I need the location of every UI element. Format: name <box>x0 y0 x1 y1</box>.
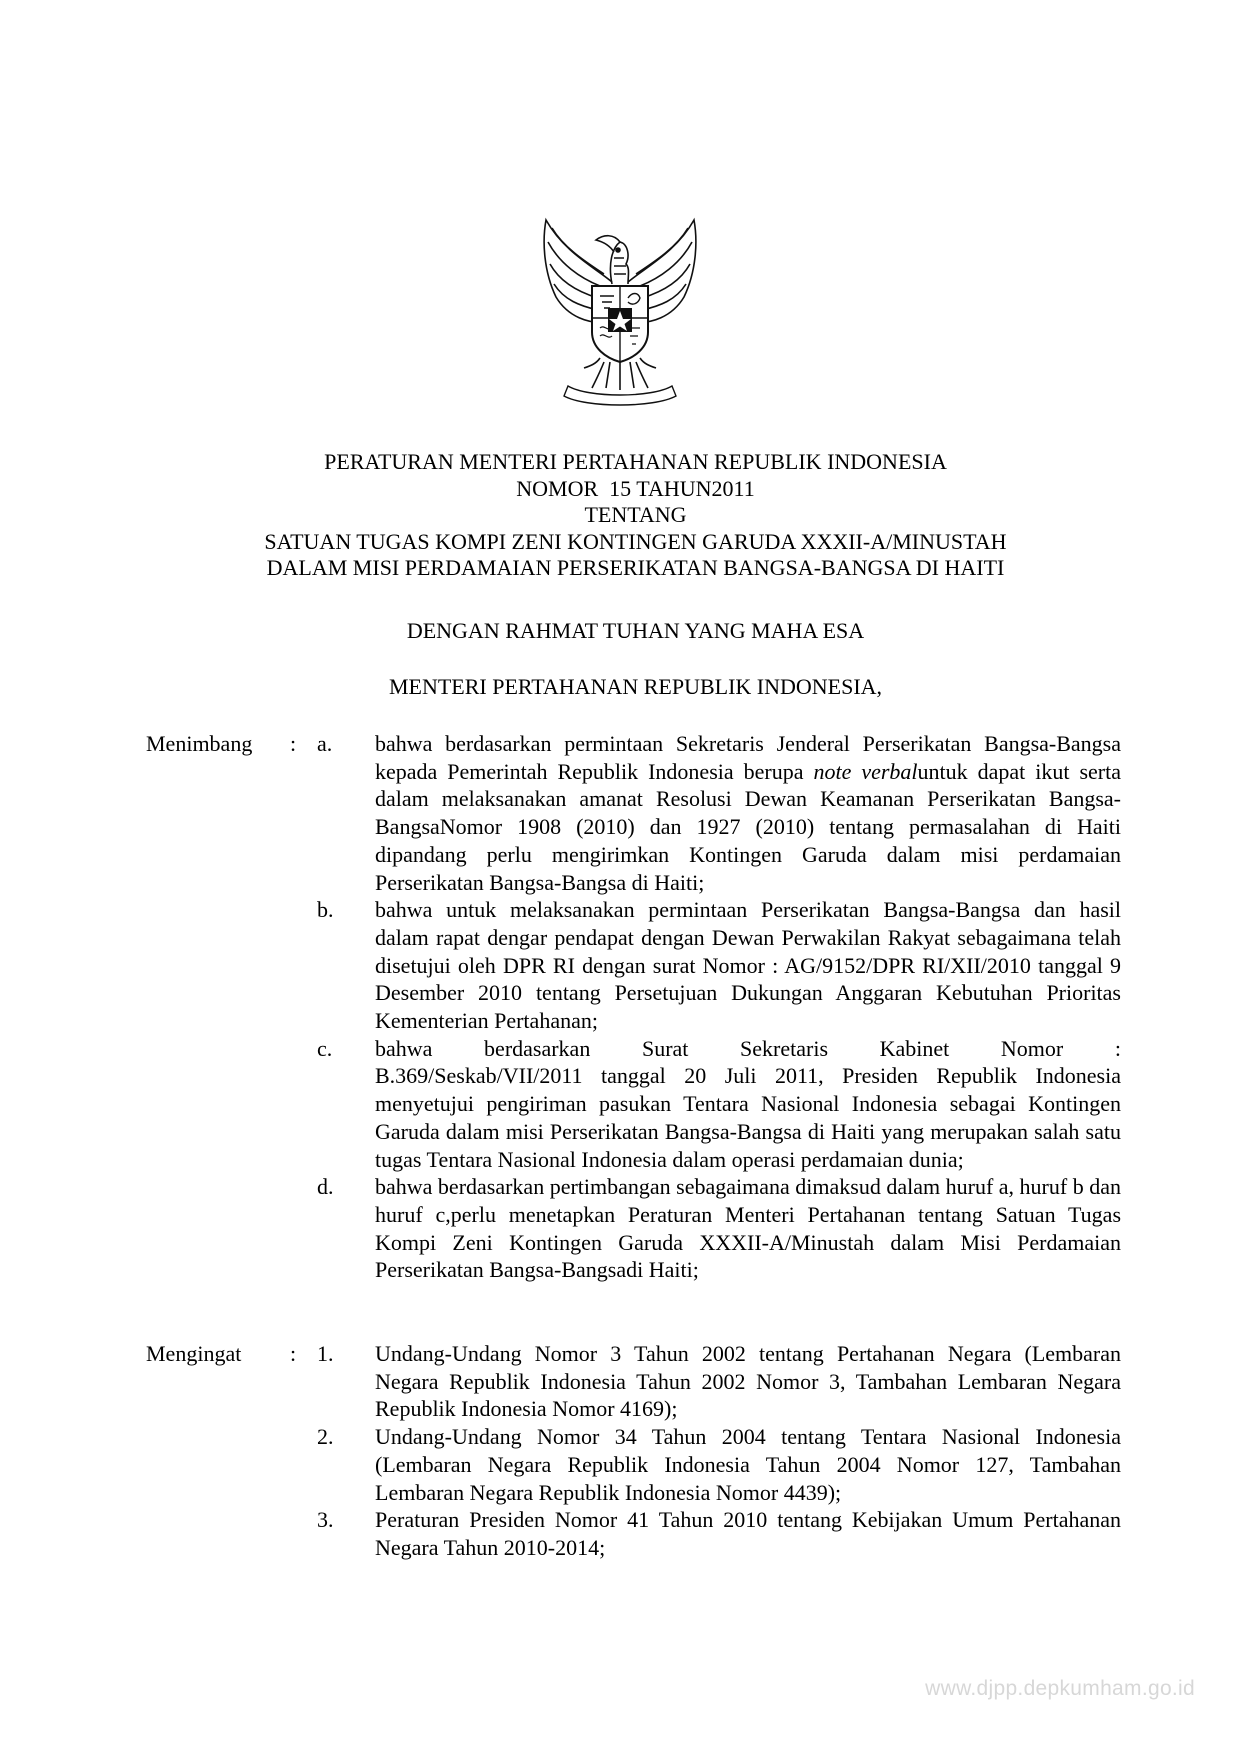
item-text: Undang-Undang Nomor 3 Tahun 2002 tentang Pertahanan Negara (Lembaran Negara Republik Indonesia Tahun 2002 Nomor 3, Tambahan Lembaran Negara Republik Indonesia Nomor 4169); <box>375 1341 1121 1422</box>
invocation: DENGAN RAHMAT TUHAN YANG MAHA ESA <box>406 618 865 643</box>
item-marker: a. <box>317 731 333 756</box>
item-marker: 2. <box>317 1424 334 1450</box>
item-text: Undang-Undang Nomor 34 Tahun 2004 tentang Tentara Nasional Indonesia (Lembaran Negara Republik Indonesia Tahun 2004 Nomor 127, Tambahan Lembaran Negara Republik Indonesia Nomor 4439); <box>375 1424 1121 1505</box>
menimbang-label: Menimbang <box>146 731 253 756</box>
title-line-4: SATUAN TUGAS KOMPI ZENI KONTINGEN GARUDA XXXII-A/MINUSTAH <box>264 528 1007 554</box>
item-marker: b. <box>317 897 334 923</box>
mengingat-section <box>0 1340 1240 1562</box>
mengingat-item-3 <box>0 1506 1240 1561</box>
mengingat-label: Mengingat <box>146 1341 242 1366</box>
menimbang-item-b <box>0 896 1240 1035</box>
menimbang-item-d <box>0 1173 1240 1284</box>
item-marker: c. <box>317 1035 333 1061</box>
item-marker: 1. <box>317 1341 334 1366</box>
item-text: bahwa berdasarkan pertimbangan sebagaimana dimaksud dalam huruf a, huruf b dan huruf c,perlu menetapkan Peraturan Menteri Pertahanan tentang Satuan Tugas Kompi Zeni Kontingen Garuda XXXII-A/Minustah dalam Misi Perdamaian Perserikatan Bangsa-Bangsadi Haiti; <box>375 1174 1121 1283</box>
item-text: bahwa berdasarkan permintaan Sekretaris Jenderal Perserikatan Bangsa-Bangsa kepada Pemerintah Republik Indonesia berupa note verbaluntuk dapat ikut serta dalam melaksanakan amanat Resolusi Dewan Keamanan Perserikatan Bangsa-BangsaNomor 1908 (2010) dan 1927 (2010) tentang permasalahan di Haiti dipandang perlu mengirimkan Kontingen Garuda dalam misi perdamaian Perserikatan Bangsa-Bangsa di Haiti; <box>375 731 1121 895</box>
item-marker: d. <box>317 1174 334 1200</box>
title-line-5: DALAM MISI PERDAMAIAN PERSERIKATAN BANGSA-BANGSA DI HAITI <box>266 555 1005 580</box>
item-marker: 3. <box>317 1507 334 1533</box>
mengingat-item-1 <box>0 1340 1240 1423</box>
site-watermark: www.djpp.depkumham.go.id <box>925 1677 1195 1700</box>
title-line-3: TENTANG <box>584 502 687 527</box>
title-line-2: NOMOR 15 TAHUN2011 <box>516 475 755 501</box>
menimbang-item-a <box>0 730 1240 896</box>
garuda-emblem-icon <box>534 212 706 412</box>
mengingat-item-2 <box>0 1423 1240 1506</box>
garuda-pancasila-emblem <box>534 212 706 412</box>
item-text: bahwa untuk melaksanakan permintaan Perserikatan Bangsa-Bangsa dan hasil dalam rapat dengar pendapat dengan Dewan Perwakilan Rakyat sebagaimana telah disetujui oleh DPR RI dengan surat Nomor : AG/9152/DPR RI/XII/2010 tanggal 9 Desember 2010 tentang Persetujuan Dukungan Anggaran Kebutuhan Prioritas Kementerian Pertahanan; <box>375 897 1121 1034</box>
menimbang-item-c <box>0 1035 1240 1174</box>
italic-term: note verbal <box>813 758 918 784</box>
mengingat-colon: : <box>290 1341 297 1366</box>
menimbang-section <box>0 730 1240 1284</box>
item-text-rest: B.369/Seskab/VII/2011 tanggal 20 Juli 2011, Presiden Republik Indonesia menyetujui pengiriman pasukan Tentara Nasional Indonesia sebagai Kontingen Garuda dalam misi Perserikatan Bangsa-Bangsa di Haiti yang merupakan salah satu tugas Tentara Nasional Indonesia dalam operasi perdamaian dunia; <box>375 1063 1121 1172</box>
item-text-first-line: bahwa berdasarkan Surat Sekretaris Kabinet Nomor : <box>375 1035 1121 1061</box>
item-text <box>375 1035 1121 1174</box>
regulation-title <box>0 449 1240 582</box>
title-line-1: PERATURAN MENTERI PERTAHANAN REPUBLIK INDONESIA <box>324 449 947 474</box>
minister-heading: MENTERI PERTAHANAN REPUBLIK INDONESIA, <box>388 674 883 699</box>
menimbang-colon: : <box>290 731 297 756</box>
item-text: Peraturan Presiden Nomor 41 Tahun 2010 tentang Kebijakan Umum Pertahanan Negara Tahun 2010-2014; <box>375 1507 1121 1560</box>
